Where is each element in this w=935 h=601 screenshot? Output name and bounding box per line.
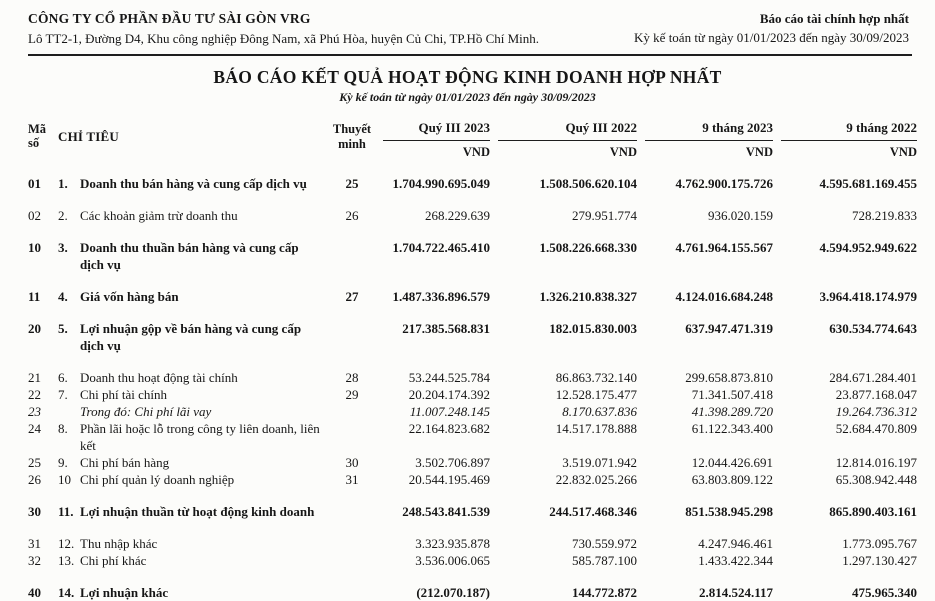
row-note: 26: [345, 208, 359, 223]
report-period: Kỳ kế toán từ ngày 01/01/2023 đến ngày 30/09/2023: [634, 30, 909, 45]
report-title: BÁO CÁO KẾT QUẢ HOẠT ĐỘNG KINH DOANH HỢP NHẤT: [213, 67, 722, 87]
row-value-9m-2022: 865.890.403.161: [829, 504, 917, 519]
row-label: Giá vốn hàng bán: [80, 289, 179, 304]
row-value-q3-2023: 53.244.525.784: [408, 370, 490, 385]
row-code: 20: [28, 321, 41, 336]
row-value-9m-2022: 1.773.095.767: [842, 536, 917, 551]
row-label: Lợi nhuận khác: [80, 585, 169, 600]
row-item-number: 11.: [58, 504, 74, 519]
row-value-q3-2022: 14.517.178.888: [555, 421, 637, 436]
column-header-q3-2023: [375, 117, 490, 160]
row-value-q3-2023: 22.164.823.682: [408, 421, 490, 436]
table-row: [28, 207, 917, 224]
row-label: Doanh thu bán hàng và cung cấp dịch vụ: [80, 176, 307, 191]
table-row: [28, 454, 917, 471]
row-value-9m-2023: 41.398.289.720: [691, 404, 773, 419]
row-value-9m-2022: 3.964.418.174.979: [819, 289, 917, 304]
row-value-q3-2023: 20.204.174.392: [408, 387, 490, 402]
row-value-9m-2023: 2.814.524.117: [698, 585, 773, 600]
code-header-line2: số: [28, 136, 40, 150]
row-value-9m-2023: 4.761.964.155.567: [675, 240, 773, 255]
row-item-number: 10: [58, 472, 71, 487]
table-row: [28, 535, 917, 552]
period-underline: [781, 140, 917, 141]
row-value-9m-2023: 936.020.159: [708, 208, 773, 223]
row-value-9m-2022: 1.297.130.427: [842, 553, 917, 568]
column-header-9m-2022: [773, 117, 917, 160]
row-value-q3-2022: 1.508.506.620.104: [539, 176, 637, 191]
row-label: Trong đó: Chi phí lãi vay: [80, 404, 212, 419]
report-meta-block: [634, 11, 909, 47]
row-label: Chi phí khác: [80, 553, 147, 568]
row-label: Các khoản giảm trừ doanh thu: [80, 208, 238, 223]
row-label: Doanh thu thuần bán hàng và cung cấp dịch vụ: [80, 240, 299, 272]
table-row: [28, 503, 917, 520]
column-header-note: [329, 117, 375, 152]
row-code: 40: [28, 585, 41, 600]
row-value-9m-2022: 52.684.470.809: [835, 421, 917, 436]
row-note: 30: [345, 455, 359, 470]
row-value-q3-2023: 268.229.639: [425, 208, 490, 223]
row-code: 26: [28, 472, 41, 487]
row-value-q3-2023: 248.543.841.539: [402, 504, 490, 519]
row-value-q3-2023: 217.385.568.831: [402, 321, 490, 336]
row-note: 25: [345, 176, 359, 191]
table-row: [28, 584, 917, 601]
row-value-q3-2023: 1.704.990.695.049: [392, 176, 490, 191]
row-value-q3-2022: 585.787.100: [572, 553, 637, 568]
note-header-line2: minh: [338, 137, 366, 151]
table-row: [28, 552, 917, 569]
row-item-number: 6.: [58, 370, 68, 385]
row-value-9m-2023: 637.947.471.319: [685, 321, 773, 336]
report-type: Báo cáo tài chính hợp nhất: [759, 11, 909, 26]
note-header-line1: Thuyết: [332, 122, 372, 136]
row-value-9m-2022: 12.814.016.197: [835, 455, 917, 470]
row-value-9m-2022: 284.671.284.401: [829, 370, 917, 385]
row-value-q3-2023: 1.704.722.465.410: [392, 240, 490, 255]
table-row: [28, 288, 917, 305]
row-value-9m-2022: 65.308.942.448: [835, 472, 917, 487]
row-code: 24: [28, 421, 41, 436]
period-underline: [645, 140, 773, 141]
row-code: 21: [28, 370, 41, 385]
row-value-9m-2022: 4.594.952.949.622: [819, 240, 917, 255]
row-value-q3-2022: 86.863.732.140: [555, 370, 637, 385]
column-header-item: CHỈ TIÊU: [58, 129, 119, 144]
row-code: 31: [28, 536, 41, 551]
row-value-9m-2022: 475.965.340: [852, 585, 917, 600]
company-name: CÔNG TY CỔ PHẦN ĐẦU TƯ SÀI GÒN VRG: [28, 11, 311, 26]
report-subtitle: Kỳ kế toán từ ngày 01/01/2023 đến ngày 30/09/2023: [339, 90, 596, 104]
row-item-number: 8.: [58, 421, 68, 436]
row-code: 01: [28, 176, 41, 191]
row-value-q3-2022: 8.170.637.836: [562, 404, 637, 419]
row-value-9m-2023: 71.341.507.418: [691, 387, 773, 402]
row-note: 28: [345, 370, 359, 385]
row-value-q3-2022: 144.772.872: [572, 585, 637, 600]
row-value-9m-2023: 299.658.873.810: [685, 370, 773, 385]
row-label: Chi phí bán hàng: [80, 455, 170, 470]
row-code: 25: [28, 455, 41, 470]
row-value-9m-2022: 4.595.681.169.455: [819, 176, 917, 191]
row-value-9m-2023: 12.044.426.691: [691, 455, 773, 470]
unit-label: VND: [609, 145, 637, 159]
table-row: [28, 420, 917, 454]
period-underline: [383, 140, 490, 141]
period-underline: [498, 140, 637, 141]
row-value-q3-2022: 279.951.774: [572, 208, 637, 223]
row-value-9m-2023: 1.433.422.344: [698, 553, 773, 568]
document-header: [0, 0, 935, 47]
row-value-q3-2023: 11.007.248.145: [409, 404, 490, 419]
row-item-number: 9.: [58, 455, 68, 470]
row-item-number: 14.: [58, 585, 75, 600]
row-value-q3-2023: 3.536.006.065: [415, 553, 490, 568]
row-label: Lợi nhuận thuần từ hoạt động kinh doanh: [80, 504, 315, 519]
header-divider: [28, 54, 912, 56]
row-label: Thu nhập khác: [80, 536, 158, 551]
row-code: 23: [28, 404, 41, 419]
table-row: [28, 175, 917, 192]
row-code: 30: [28, 504, 41, 519]
row-label: Chi phí quản lý doanh nghiệp: [80, 472, 235, 487]
row-value-q3-2022: 182.015.830.003: [549, 321, 637, 336]
row-code: 32: [28, 553, 41, 568]
row-value-q3-2022: 244.517.468.346: [549, 504, 637, 519]
column-header-9m-2023: [637, 117, 773, 160]
row-value-q3-2022: 1.508.226.668.330: [539, 240, 637, 255]
table-body: [28, 175, 917, 601]
row-value-9m-2023: 63.803.809.122: [691, 472, 773, 487]
row-item-number: 13.: [58, 553, 75, 568]
row-value-q3-2022: 1.326.210.838.327: [539, 289, 637, 304]
row-item-number: 2.: [58, 208, 68, 223]
row-item-number: 12.: [58, 536, 75, 551]
row-value-q3-2022: 3.519.071.942: [562, 455, 637, 470]
row-value-q3-2023: 3.502.706.897: [415, 455, 490, 470]
period-label: Quý III 2022: [565, 120, 637, 135]
row-code: 10: [28, 240, 41, 255]
row-item-number: 7.: [58, 387, 68, 402]
unit-label: VND: [889, 145, 917, 159]
table-row: [28, 386, 917, 403]
column-header-code: [28, 117, 58, 150]
row-item-number: 3.: [58, 240, 68, 255]
row-value-9m-2023: 61.122.343.400: [691, 421, 773, 436]
row-value-q3-2022: 730.559.972: [572, 536, 637, 551]
row-value-q3-2023: 3.323.935.878: [415, 536, 490, 551]
code-header-line1: Mã: [28, 122, 47, 136]
unit-label: VND: [462, 145, 490, 159]
row-code: 22: [28, 387, 41, 402]
table-header: [28, 117, 917, 160]
table-row: [28, 369, 917, 386]
row-value-9m-2022: 23.877.168.047: [835, 387, 917, 402]
row-value-9m-2023: 4.124.016.684.248: [675, 289, 773, 304]
row-item-number: 1.: [58, 176, 68, 191]
row-value-9m-2022: 728.219.833: [852, 208, 917, 223]
table-row: [28, 320, 917, 354]
row-item-number: 5.: [58, 321, 68, 336]
income-statement-table: [28, 117, 917, 601]
row-value-9m-2022: 630.534.774.643: [829, 321, 917, 336]
period-label: Quý III 2023: [418, 120, 490, 135]
table-row: [28, 239, 917, 273]
row-note: 29: [345, 387, 359, 402]
row-label: Phần lãi hoặc lỗ trong công ty liên doanh, liên kết: [80, 421, 320, 453]
company-address: Lô TT2-1, Đường D4, Khu công nghiệp Đông Nam, xã Phú Hòa, huyện Củ Chi, TP.Hồ Chí Minh.: [28, 31, 540, 46]
table-row: [28, 471, 917, 488]
row-value-9m-2023: 851.538.945.298: [685, 504, 773, 519]
row-value-q3-2023: 1.487.336.896.579: [392, 289, 490, 304]
row-value-9m-2023: 4.762.900.175.726: [675, 176, 773, 191]
row-code: 02: [28, 208, 41, 223]
row-label: Lợi nhuận gộp về bán hàng và cung cấp dịch vụ: [80, 321, 302, 353]
row-note: 31: [345, 472, 359, 487]
row-label: Doanh thu hoạt động tài chính: [80, 370, 238, 385]
company-block: [28, 11, 539, 47]
row-value-q3-2022: 12.528.175.477: [555, 387, 637, 402]
row-value-q3-2023: 20.544.195.469: [408, 472, 490, 487]
row-value-q3-2023: (212.070.187): [416, 585, 490, 600]
row-note: 27: [345, 289, 359, 304]
unit-label: VND: [745, 145, 773, 159]
row-label: Chi phí tài chính: [80, 387, 168, 402]
column-header-q3-2022: [490, 117, 637, 160]
table-row: [28, 403, 917, 420]
row-code: 11: [28, 289, 41, 304]
row-value-9m-2022: 19.264.736.312: [835, 404, 917, 419]
period-label: 9 tháng 2022: [846, 120, 917, 135]
period-label: 9 tháng 2023: [702, 120, 773, 135]
row-item-number: 4.: [58, 289, 68, 304]
row-value-9m-2023: 4.247.946.461: [698, 536, 773, 551]
row-value-q3-2022: 22.832.025.266: [555, 472, 637, 487]
